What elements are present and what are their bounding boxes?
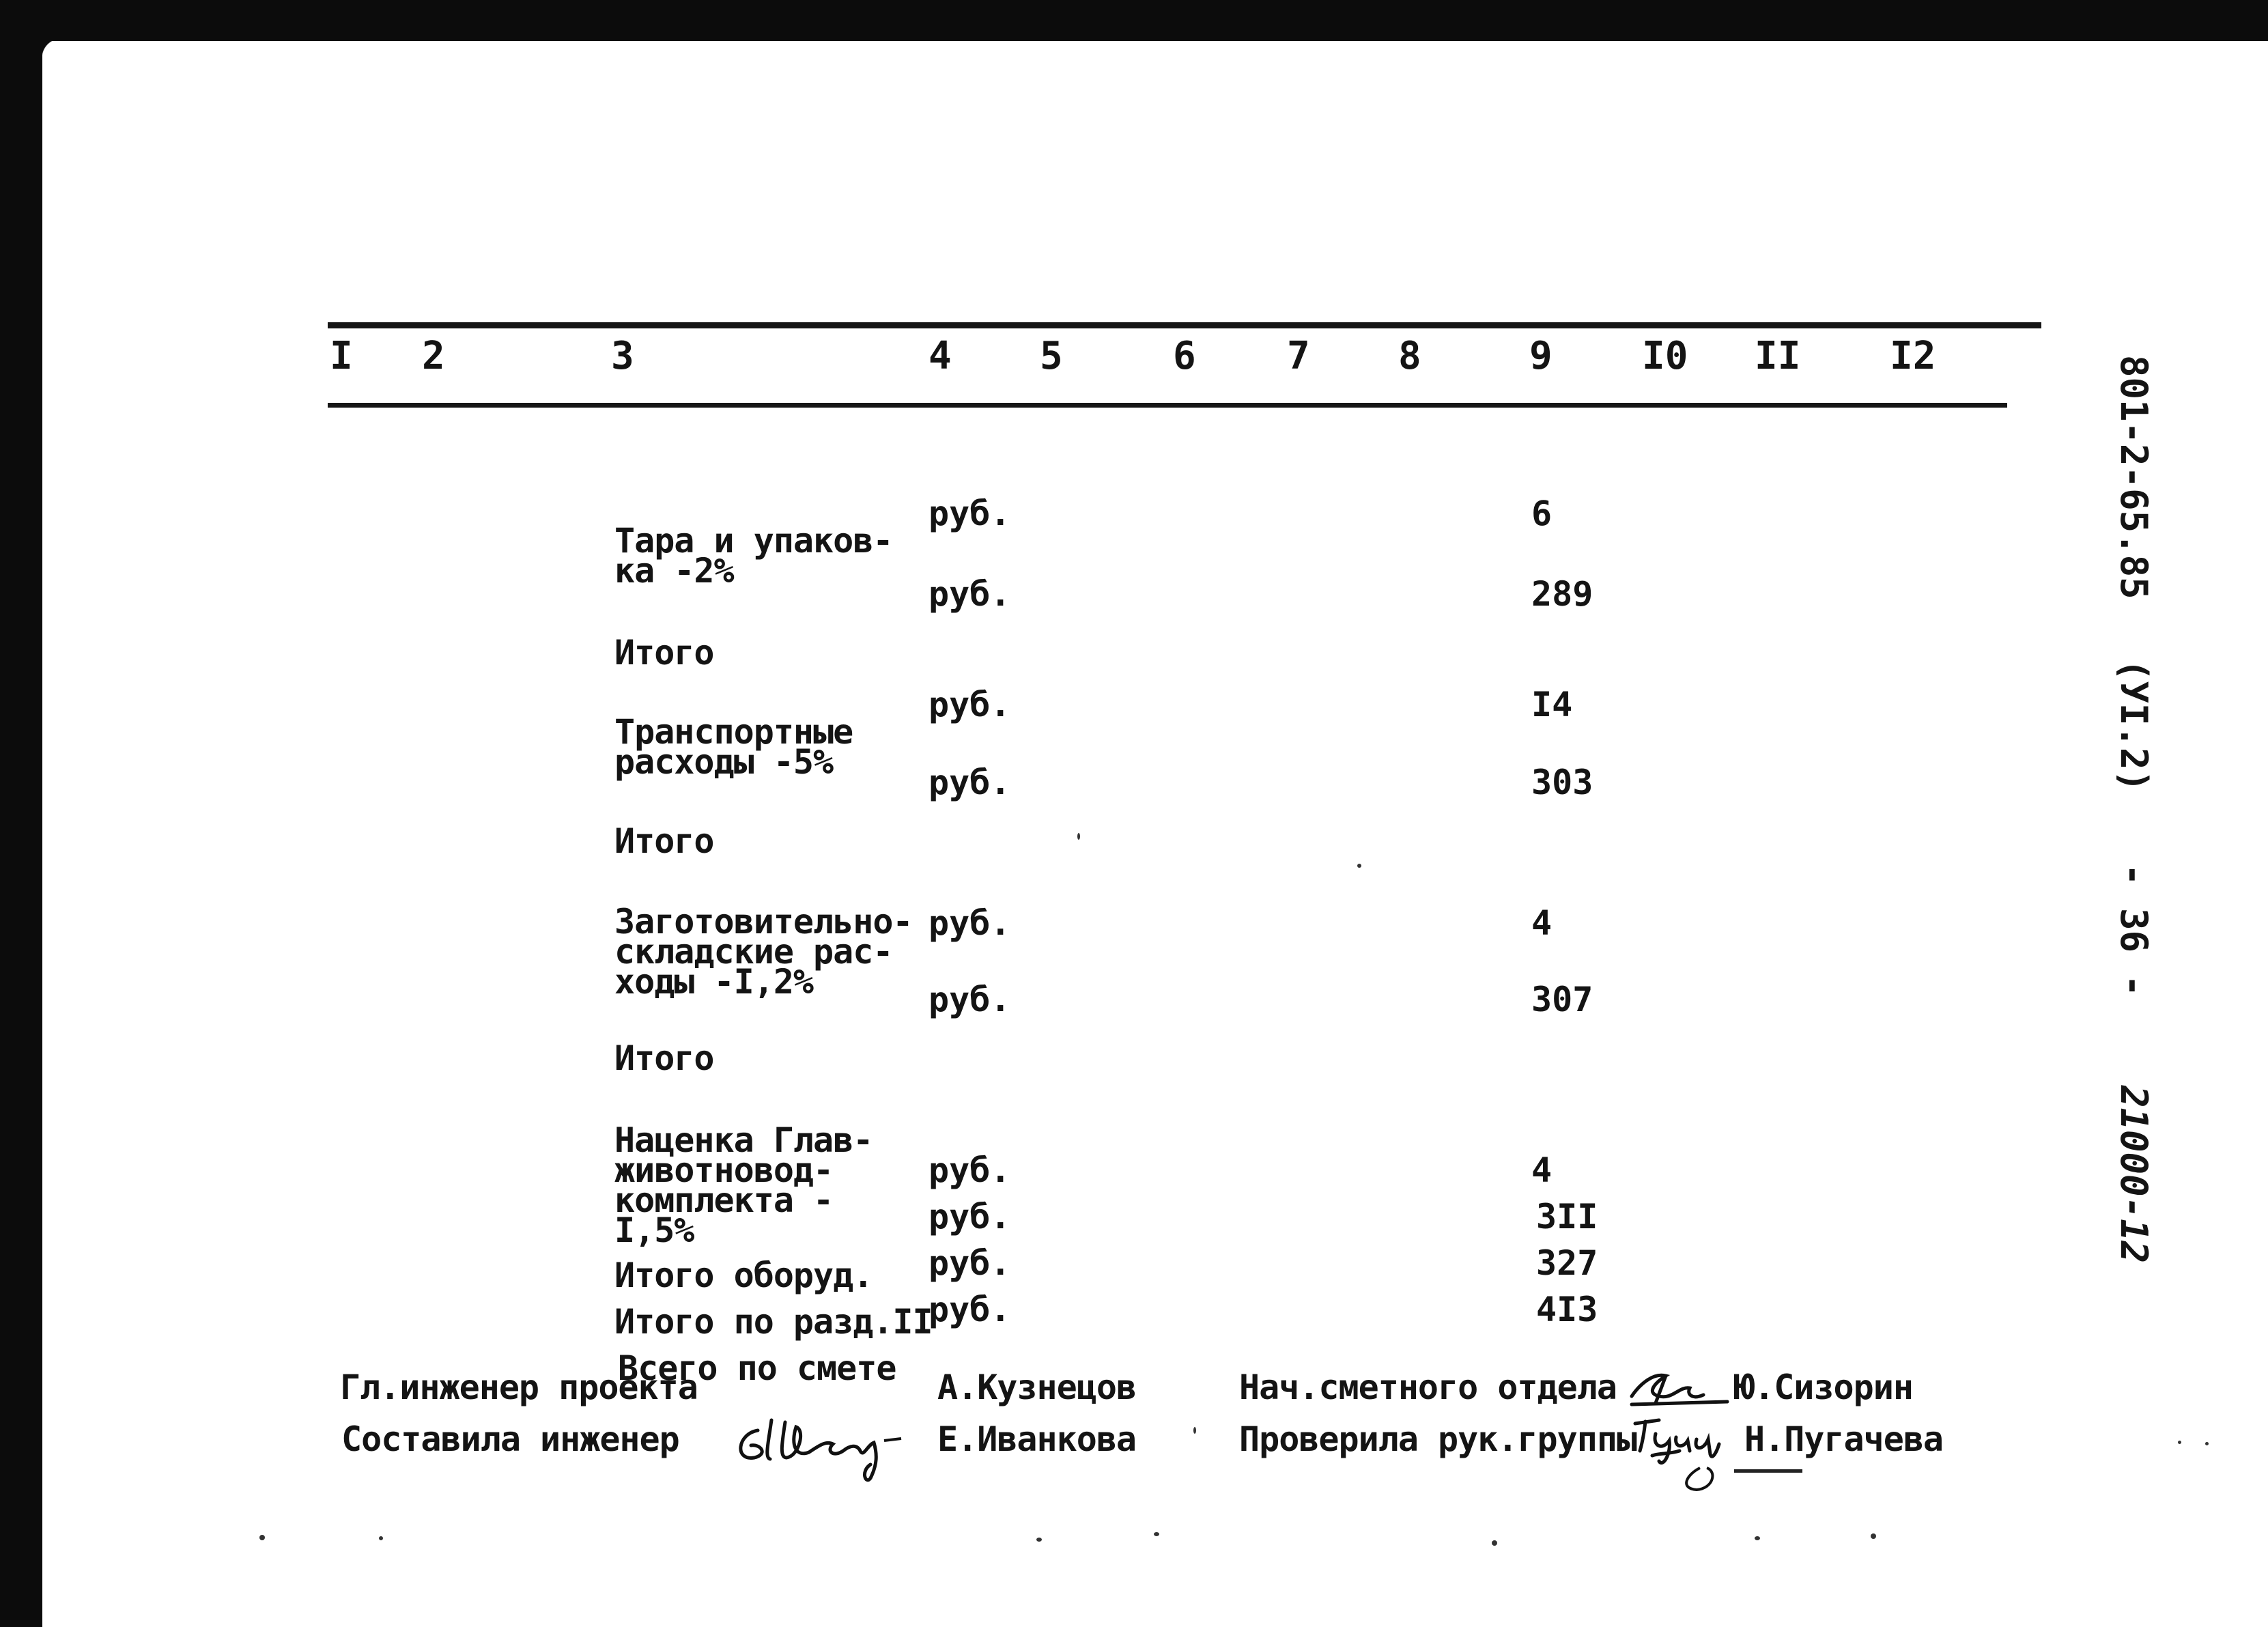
row-description: Транспортные расходы -5% [614,712,853,782]
row-description: Наценка Глав- животновод- комплекта - I,5% [614,1120,873,1250]
column-number: 8 [1398,334,1421,378]
column-number: 5 [1040,334,1063,378]
signature-pugacheva [1632,1413,1755,1502]
row-unit: руб. [929,1243,1011,1283]
scan-speck [2205,1442,2209,1445]
row-unit: руб. [929,1197,1011,1236]
scan-speck [1154,1532,1159,1536]
row-value: 4I3 [1536,1290,1598,1329]
row-value: 289 [1531,574,1593,614]
scan-speck [379,1536,383,1540]
chief-engineer-label: Гл.инженер проекта [340,1368,698,1407]
checked-label: Проверила рук.группы [1239,1419,1637,1459]
scan-border-corner [41,38,61,58]
row-value: 303 [1531,763,1593,802]
scan-speck [1871,1533,1876,1539]
underline-mark [1734,1469,1802,1473]
row-value: 6 [1531,494,1553,533]
row-unit: руб. [929,494,1011,533]
side-document-code: 801-2-65.85 [2112,355,2155,599]
scan-speck [1077,833,1080,840]
estimate-head-name: Ю.Сизорин [1734,1368,1913,1407]
signature-sizorin [1625,1362,1734,1413]
column-number: 7 [1287,334,1310,378]
scan-speck [1036,1538,1042,1542]
scan-speck [259,1535,265,1540]
row-description: Тара и упаков- ка -2% [614,521,893,591]
header-rule-top [328,322,2041,328]
column-number: II [1755,334,1801,378]
row-unit: руб. [929,903,1011,943]
row-description: Итого [614,633,714,673]
row-value: 327 [1536,1243,1598,1283]
compiled-label: Составила инженер [341,1419,679,1459]
column-number: 4 [929,334,952,378]
column-number: 3 [611,334,634,378]
column-number: I [330,334,353,378]
column-number: 9 [1529,334,1553,378]
row-unit: руб. [929,574,1011,614]
checked-name: Н.Пугачева [1744,1419,1944,1459]
side-page-number: - 36 - [2112,864,2155,998]
row-description: Итого по разд.II [614,1302,933,1342]
row-unit: руб. [929,1150,1011,1190]
column-number: 2 [422,334,445,378]
estimate-head-label: Нач.сметного отдела [1239,1368,1617,1407]
row-description: Итого оборуд. [614,1256,873,1295]
row-unit: руб. [929,980,1011,1019]
side-section-code: (УI.2) [2112,659,2155,793]
scan-speck [1357,864,1361,868]
scan-speck [1193,1427,1196,1434]
row-value: 4 [1531,1150,1553,1190]
scan-speck [1755,1536,1760,1540]
side-sheet-code: 21000-12 [2112,1086,2155,1264]
scan-border-top [0,0,2268,41]
row-description: Заготовительно- складские рас- ходы -I,2% [614,902,913,1002]
row-unit: руб. [929,1290,1011,1329]
scan-speck [2178,1441,2181,1444]
scan-speck [1492,1540,1497,1546]
row-unit: руб. [929,685,1011,724]
row-value: I4 [1531,685,1573,724]
row-value: 307 [1531,980,1593,1019]
compiled-name: Е.Иванкова [937,1419,1137,1459]
column-number: 6 [1173,334,1196,378]
column-number: I0 [1642,334,1688,378]
signature-ivankova [731,1403,922,1485]
row-unit: руб. [929,763,1011,802]
row-description: Всего по смете [618,1348,896,1388]
column-number: I2 [1890,334,1936,378]
row-description: Итого [614,1038,714,1078]
row-value: 4 [1531,903,1553,943]
chief-engineer-name: А.Кузнецов [937,1368,1137,1407]
scan-border-left [0,0,42,1627]
row-description: Итого [614,821,714,861]
row-value: 3II [1536,1197,1598,1236]
header-rule-bottom [328,403,2007,408]
